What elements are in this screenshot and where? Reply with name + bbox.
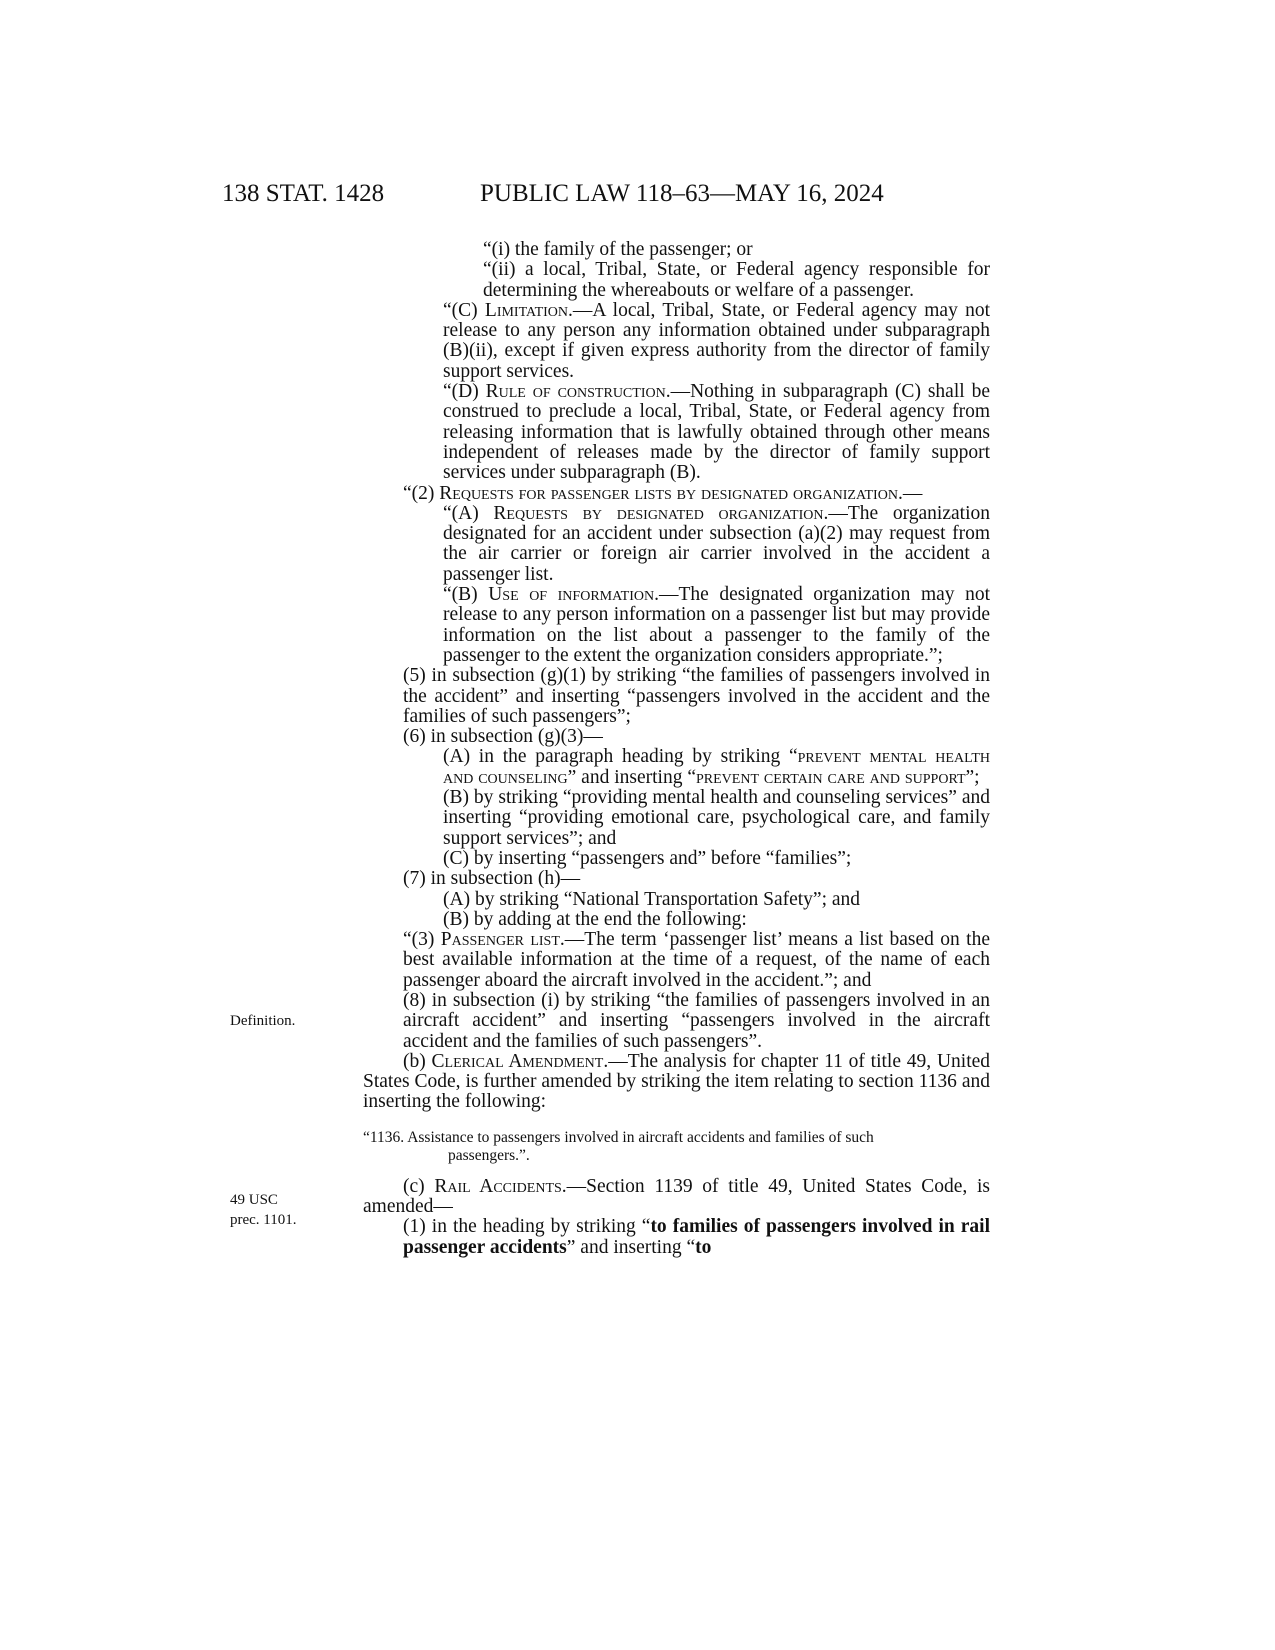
item-7b: (B) by adding at the end the following: — [443, 908, 747, 930]
item-7a: (A) by striking “National Transportation Safety”; and — [443, 888, 861, 910]
item-6a-part2: ” and inserting “ — [567, 766, 696, 788]
margin-note-usc-line2: prec. 1101. — [230, 1212, 297, 1228]
toc-item-line1: “1136. Assistance to passengers involved in aircraft accidents and families of such — [363, 1128, 874, 1146]
statute-body — [363, 240, 990, 1258]
rail-item-1 — [363, 1217, 990, 1258]
subparagraph-d-heading: Rule of construction — [485, 381, 666, 403]
subparagraph-2a — [363, 504, 990, 585]
rail-item-1-struck-heading: to families of passengers involved in rail passenger accidents — [403, 1216, 990, 1258]
subparagraph-d-text: .—Nothing in subparagraph (C) shall be construed to preclude a local, Tribal, State, or Federal agency from releasing information that is lawfully obtained through other means independent of releases made by the director of family support services under subparagraph (B). — [443, 381, 990, 484]
item-7: (7) in subsection (h)— — [403, 868, 581, 890]
item-6a-inserted-heading: prevent certain care and support — [696, 766, 966, 788]
table-of-sections-item — [363, 1129, 990, 1165]
item-6c: (C) by inserting “passengers and” before “families”; — [443, 847, 852, 869]
subsection-b-heading: Clerical Amendment — [431, 1050, 604, 1072]
page-stat-number: 138 STAT. 1428 — [222, 180, 385, 207]
definition-lead: “(3) — [403, 929, 441, 951]
subparagraph-2b-heading: Use of information — [488, 584, 655, 606]
item-5: (5) in subsection (g)(1) by striking “the families of passengers involved in the accident” and inserting “passengers involved in the accident and the families of such passengers”; — [403, 665, 990, 727]
margin-note-usc — [230, 1190, 297, 1230]
rail-item-1-inserted-heading: to — [695, 1236, 712, 1258]
page-title: PUBLIC LAW 118–63—MAY 16, 2024 — [480, 180, 884, 207]
item-6b: (B) by striking “providing mental health and counseling services” and inserting “providing emotional care, psychological care, and family support services”; and — [443, 787, 990, 849]
clause-ii — [363, 260, 990, 301]
paragraph-2-heading: Requests for passenger lists by designated organization — [439, 482, 898, 504]
subsection-c-text: .—Section 1139 of title 49, United States Code, is amended— — [363, 1175, 990, 1218]
subsection-c-lead: (c) — [403, 1175, 435, 1197]
toc-item-line2: passengers.”. — [448, 1146, 530, 1164]
item-6: (6) in subsection (g)(3)— — [403, 726, 603, 748]
subparagraph-2a-text: .—The organization designated for an accident under subsection (a)(2) may request from the air carrier or foreign air carrier involved in the accident a passenger list. — [443, 502, 990, 585]
subsection-b — [363, 1052, 990, 1113]
subparagraph-d — [363, 382, 990, 483]
subsection-b-lead: (b) — [403, 1050, 432, 1072]
margin-note-definition: Definition. — [230, 1013, 296, 1029]
item-6a-part3: ”; — [965, 766, 980, 788]
rail-item-1-part2: ” and inserting “ — [566, 1236, 696, 1258]
subparagraph-c-text: .—A local, Tribal, State, or Federal agency may not release to any person any information obtained under subparagraph (B)(ii), except if given express authority from the director of family support services. — [443, 299, 990, 382]
paragraph-2-lead: “(2) — [403, 482, 440, 504]
item-8: (8) in subsection (i) by striking “the families of passengers involved in an aircraft accident” and inserting “passengers involved in the aircraft accident and the families of such passengers”. — [403, 989, 990, 1052]
subparagraph-c-lead: “(C) — [443, 299, 485, 321]
item-6a — [363, 747, 990, 788]
subparagraph-2b-text: .—The designated organization may not release to any person information on a passenger list but may provide information on the list about a passenger to the family of the passenger to the extent the organization considers appropriate.”; — [443, 584, 991, 666]
subparagraph-c-heading: Limitation — [484, 299, 569, 321]
definition-heading: Passenger list — [440, 929, 560, 951]
definition-text: .—The term ‘passenger list’ means a list based on the best available information at the time of a request, of the name of each passenger aboard the aircraft involved in the accident.”; and — [403, 929, 990, 991]
margin-note-usc-line1: 49 USC — [230, 1192, 278, 1208]
clause-ii-text: “(ii) a local, Tribal, State, or Federal agency responsible for determining the whereabouts or welfare of a passenger. — [483, 259, 990, 301]
subparagraph-c — [363, 301, 990, 382]
subparagraph-d-lead: “(D) — [443, 381, 486, 403]
subsection-c-heading: Rail Accidents — [434, 1175, 562, 1197]
subparagraph-2a-lead: “(A) — [443, 502, 494, 524]
paragraph-2-text: .— — [897, 482, 923, 504]
clause-i: “(i) the family of the passenger; or — [483, 239, 753, 260]
rail-item-1-part1: (1) in the heading by striking “ — [403, 1216, 651, 1238]
item-6a-struck-heading: prevent mental health and counseling — [443, 746, 990, 788]
definition-passenger-list — [363, 930, 990, 991]
subparagraph-2b-lead: “(B) — [443, 584, 489, 606]
subsection-c — [363, 1177, 990, 1218]
subparagraph-2b — [363, 585, 990, 666]
item-6a-part1: (A) in the paragraph heading by striking “ — [443, 746, 798, 768]
subsection-b-text: .—The analysis for chapter 11 of title 49, United States Code, is further amended by striking the item relating to section 1136 and inserting the following: — [363, 1050, 991, 1113]
paragraph-2 — [363, 484, 990, 504]
subparagraph-2a-heading: Requests by designated organization — [493, 502, 824, 524]
